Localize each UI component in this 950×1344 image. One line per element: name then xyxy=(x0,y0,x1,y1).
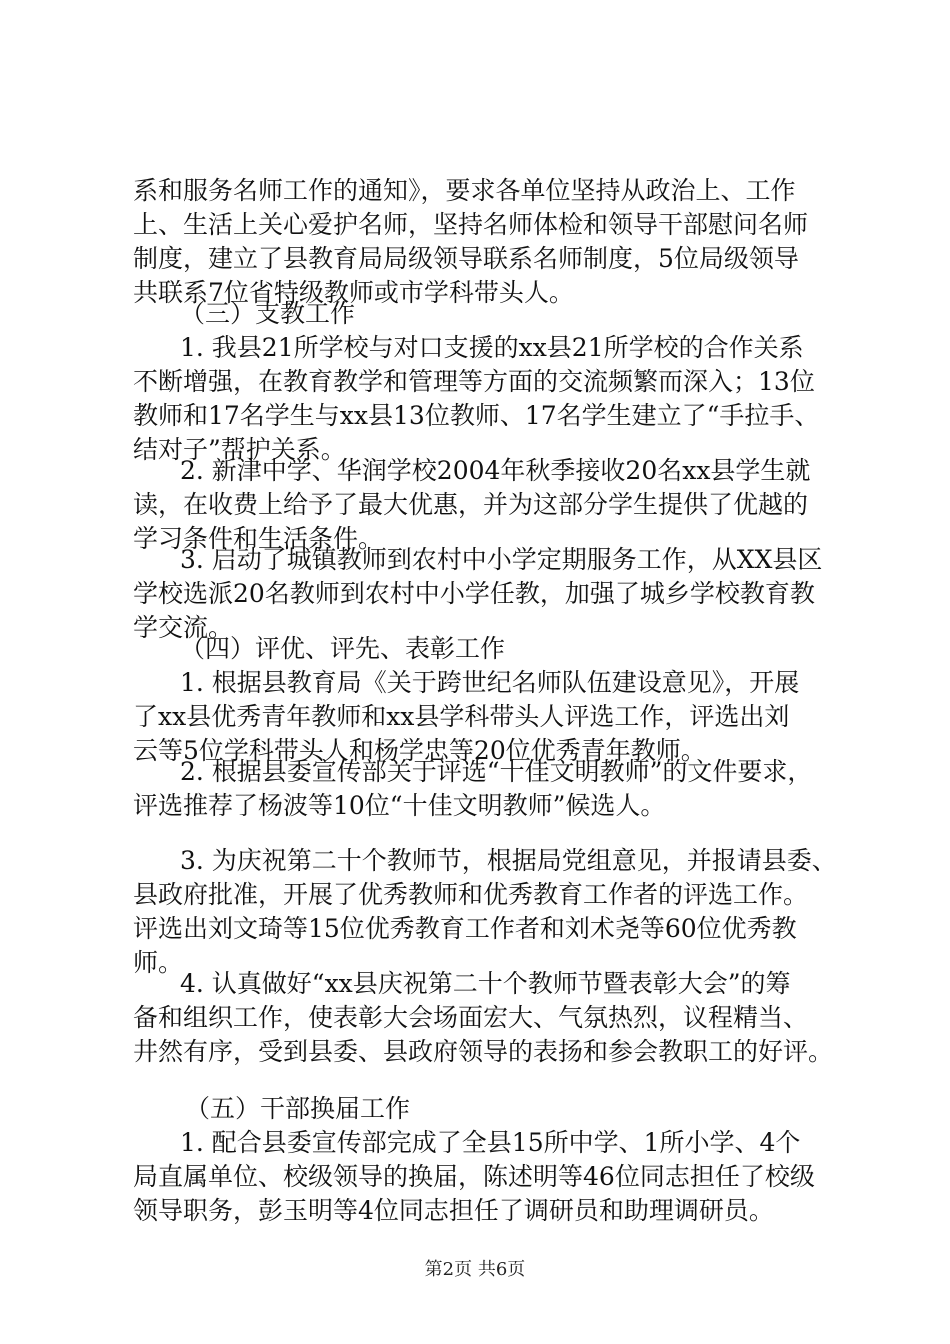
text-line: 井然有序，受到县委、县政府领导的表扬和参会教职工的好评。 xyxy=(133,1037,833,1066)
text-line: 评选推荐了杨波等10位“十佳文明教师”候选人。 xyxy=(133,791,666,820)
text-line: 领导职务，彭玉明等4位同志担任了调研员和助理调研员。 xyxy=(133,1196,774,1225)
text-line: 4. 认真做好“xx县庆祝第二十个教师节暨表彰大会”的筹 xyxy=(180,969,791,998)
section-heading: （三）支教工作 xyxy=(180,299,356,328)
page-number-footer: 第2页 共6页 xyxy=(424,1259,526,1280)
text-line: 教师和17名学生与xx县13位教师、17名学生建立了“手拉手、 xyxy=(133,401,820,430)
text-line: 制度，建立了县教育局局级领导联系名师制度，5位局级领导 xyxy=(133,244,799,273)
text-line: 读，在收费上给予了最大优惠，并为这部分学生提供了优越的 xyxy=(133,490,809,519)
text-line: 评选出刘文琦等15位优秀教育工作者和刘术尧等60位优秀教 xyxy=(133,914,797,943)
text-line: 备和组织工作，使表彰大会场面宏大、气氛热烈，议程精当、 xyxy=(133,1003,809,1032)
text-line: 局直属单位、校级领导的换届，陈述明等46位同志担任了校级 xyxy=(133,1162,815,1191)
text-line: 2. 新津中学、华润学校2004年秋季接收20名xx县学生就 xyxy=(180,456,811,485)
text-line: 学交流。 xyxy=(133,613,234,642)
section-heading: （五）干部换届工作 xyxy=(185,1094,411,1123)
text-line: 不断增强，在教育教学和管理等方面的交流频繁而深入；13位 xyxy=(133,367,815,396)
text-line: 共联系7位省特级教师或市学科带头人。 xyxy=(133,278,574,307)
text-line: 1. 我县21所学校与对口支援的xx县21所学校的合作关系 xyxy=(180,333,804,362)
text-line: 了xx县优秀青年教师和xx县学科带头人评选工作，评选出刘 xyxy=(133,702,790,731)
text-line: 学校选派20名教师到农村中小学任教，加强了城乡学校教育教 xyxy=(133,579,815,608)
text-line: 3. 为庆祝第二十个教师节，根据局党组意见，并报请县委、 xyxy=(180,846,837,875)
text-line: 2. 根据县委宣传部关于评选“十佳文明教师”的文件要求， xyxy=(180,757,813,786)
section-heading: （四）评优、评先、表彰工作 xyxy=(180,634,506,663)
text-line: 1. 配合县委宣传部完成了全县15所中学、1所小学、4个 xyxy=(180,1128,801,1157)
text-line: 系和服务名师工作的通知》，要求各单位坚持从政治上、工作 xyxy=(133,176,796,205)
text-line: 学习条件和生活条件。 xyxy=(133,524,384,553)
text-line: 云等5位学科带头人和杨学忠等20位优秀青年教师。 xyxy=(133,736,706,765)
text-line: 师。 xyxy=(133,948,184,977)
text-line: 3. 启动了城镇教师到农村中小学定期服务工作，从XX县区 xyxy=(180,545,823,574)
text-line: 结对子”帮护关系。 xyxy=(133,435,346,464)
text-line: 1. 根据县教育局《关于跨世纪名师队伍建设意见》，开展 xyxy=(180,668,800,697)
text-line: 上、生活上关心爱护名师，坚持名师体检和领导干部慰问名师 xyxy=(133,210,809,239)
text-line: 县政府批准，开展了优秀教师和优秀教育工作者的评选工作。 xyxy=(133,880,809,909)
